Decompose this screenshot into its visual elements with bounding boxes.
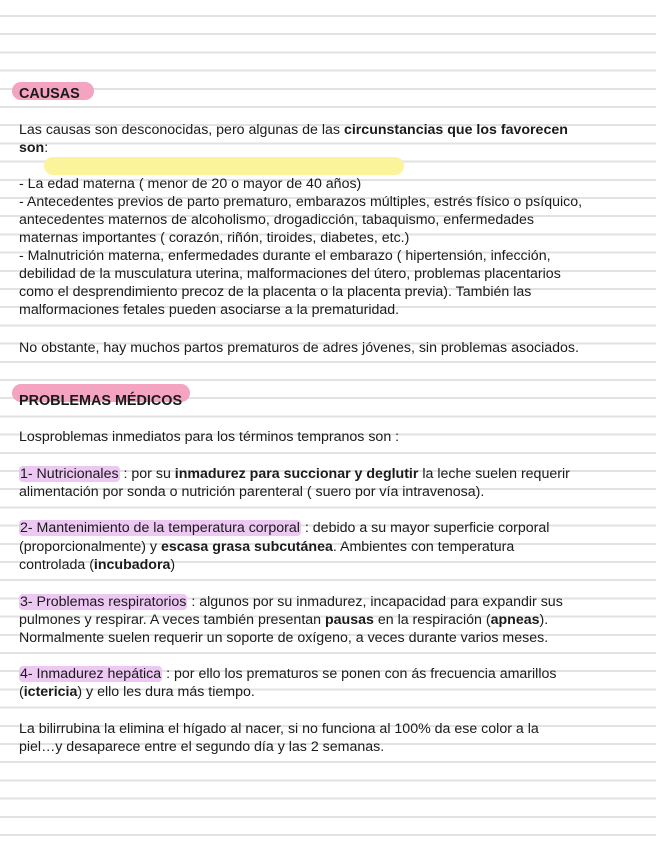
problem-1-text-end: la leche suelen requerir — [418, 466, 570, 482]
problem-3-bold-pausas: pausas — [325, 612, 374, 628]
causas-item: - Malnutrición materna, enfermedades durante el embarazo ( hipertensión, infección, — [19, 248, 551, 264]
problem-2-line-3 — [19, 556, 175, 574]
causas-item: debilidad de la musculatura uterina, malformaciones del útero, problemas placentarios — [19, 266, 561, 282]
problem-4-text: : por ello los prematuros se ponen con ás frecuencia amarillos — [162, 666, 557, 682]
problem-3-text-2e: ). — [539, 612, 549, 628]
yellow-highlight — [44, 157, 404, 175]
causas-closing: No obstante, hay muchos partos prematuros de adres jóvenes, sin problemas asociados. — [19, 340, 579, 356]
problemas-heading: PROBLEMAS MÉDICOS — [19, 393, 183, 409]
problem-4-text-2a: ( — [19, 684, 24, 700]
causas-item: malformaciones fetales pueden asociarse a la prematuridad. — [19, 302, 400, 318]
problem-2-line-1 — [19, 519, 549, 537]
causas-item: como el desprendimiento precoz de la placenta o la placenta previa). También las — [19, 284, 532, 300]
problem-1-bold: inmadurez para succionar y deglutir — [174, 466, 419, 482]
problem-2-text-3a: controlada ( — [19, 557, 94, 573]
problem-4-text-2c: ) y ello les dura más tiempo. — [77, 684, 255, 700]
intro-bold-son: son — [19, 140, 45, 156]
problem-3-line-2 — [19, 611, 548, 629]
causas-item: antecedentes maternos de alcoholismo, drogadicción, tabaquismo, enfermedades — [19, 212, 535, 228]
problemas-closing-1: La bilirrubina la elimina el hígado al nacer, si no funciona al 100% da ese color a la — [19, 721, 539, 737]
intro-colon: : — [44, 140, 49, 156]
problem-2-title: 2- Mantenimiento de la temperatura corporal — [20, 520, 300, 536]
causas-heading: CAUSAS — [19, 86, 80, 102]
problem-2-line-2 — [19, 538, 514, 556]
problem-3-title: 3- Problemas respiratorios — [20, 594, 187, 610]
problem-2-bold-incubadora: incubadora — [93, 557, 171, 573]
problem-4-title: 4- Inmadurez hepática — [20, 666, 162, 682]
problem-4-line-1 — [19, 665, 556, 683]
problem-1-title: 1- Nutricionales — [20, 466, 119, 482]
problem-2-text-2a: (proporcionalmente) y — [19, 539, 161, 555]
problem-3-text-2a: pulmones y respirar. A veces también presentan — [19, 612, 325, 628]
problem-3-line-1 — [19, 593, 563, 611]
problemas-closing-2: piel…y desaparece entre el segundo día y las 2 semanas. — [19, 739, 385, 755]
problem-4-bold-ictericia: ictericia — [23, 684, 78, 700]
causas-intro-2 — [19, 139, 48, 157]
problem-3-text: : algunos por su inmadurez, incapacidad para expandir sus — [187, 594, 563, 610]
problemas-intro: Losproblemas inmediatos para los términos tempranos son : — [19, 429, 400, 445]
problem-2-text-3c: ) — [170, 557, 176, 573]
intro-text: Las causas son desconocidas, pero algunas de las — [19, 122, 344, 138]
problem-1-line-1 — [19, 465, 570, 483]
problem-2-text-2c: . Ambientes con temperatura — [332, 539, 515, 555]
intro-bold: circunstancias que los favorecen — [343, 122, 568, 138]
problem-3-bold-apneas: apneas — [490, 612, 540, 628]
causas-item: - Antecedentes previos de parto prematuro, embarazos múltiples, estrés físico o psíquico, — [19, 194, 583, 210]
problem-2-text: : debido a su mayor superficie corporal — [300, 520, 550, 536]
problem-1-line-2: alimentación por sonda o nutrición parenteral ( suero por vía intravenosa). — [19, 484, 485, 500]
causas-intro — [19, 121, 568, 139]
problem-3-line-3: Normalmente suelen requerir un soporte de oxígeno, a veces durante varios meses. — [19, 630, 549, 646]
causas-item: - La edad materna ( menor de 20 o mayor de 40 años) — [19, 176, 362, 192]
problem-4-line-2 — [19, 683, 255, 701]
problem-1-text: : por su — [119, 466, 175, 482]
problem-2-bold: escasa grasa subcutánea — [160, 539, 333, 555]
problem-3-text-2c: en la respiración ( — [373, 612, 491, 628]
causas-item: maternas importantes ( corazón, riñón, tiroides, diabetes, etc.) — [19, 230, 410, 246]
